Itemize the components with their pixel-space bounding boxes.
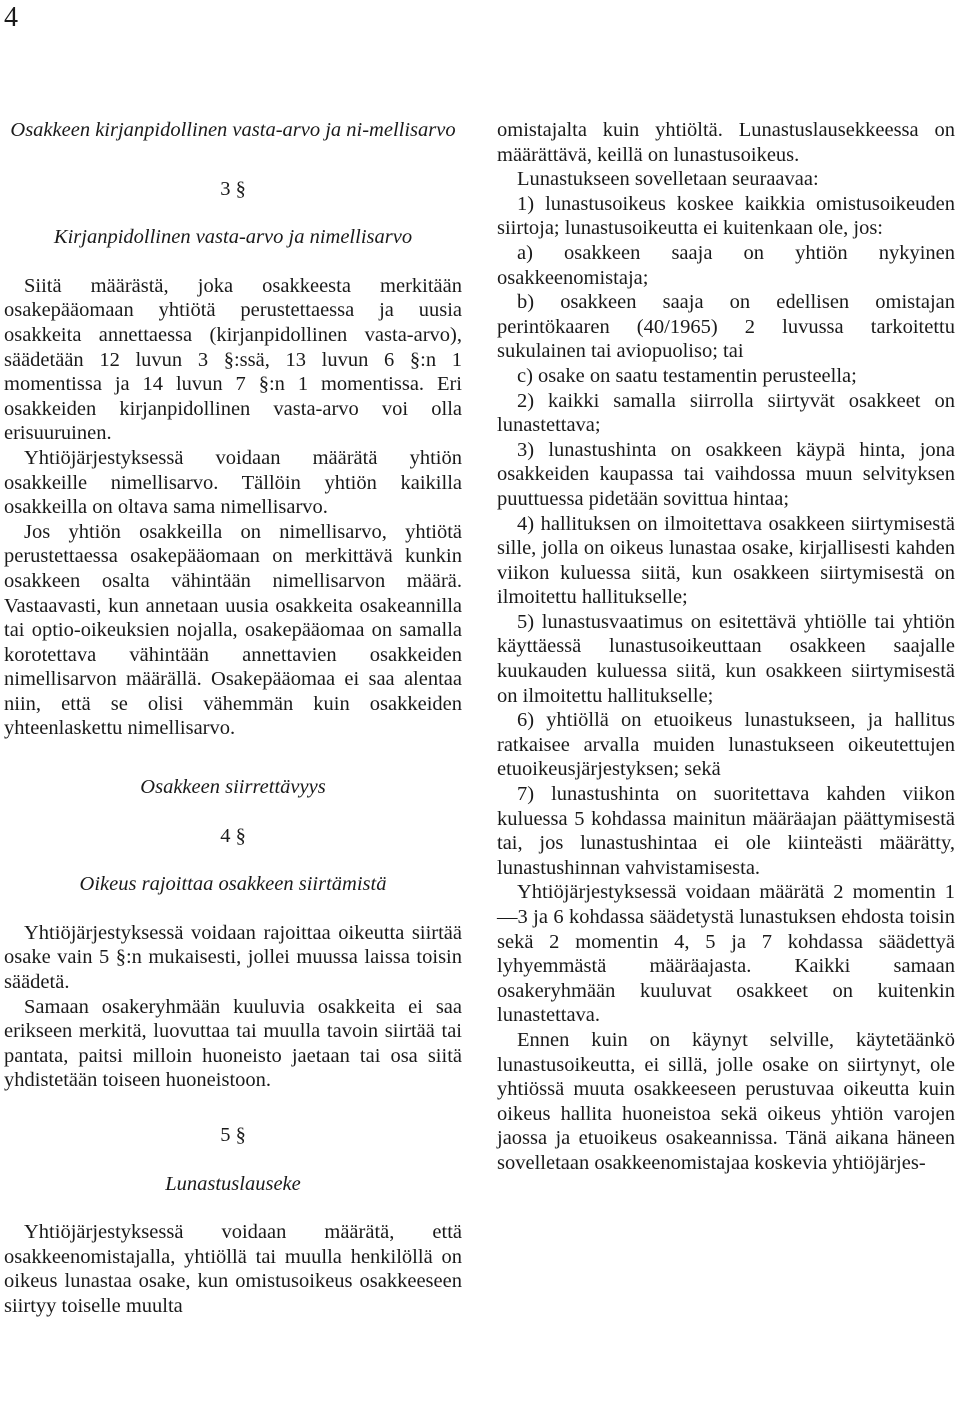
paragraph: Yhtiöjärjestyksessä voidaan rajoittaa oikeutta siirtää osake vain 5 §:n mukaisesti, jollei muussa laissa toisin säädetä. <box>4 921 462 994</box>
list-item: 2) kaikki samalla siirrolla siirtyvät osakkeet on lunastettava; <box>497 389 955 437</box>
paragraph: Siitä määrästä, joka osakkeesta merkitään osakepääomaan yhtiötä perustettaessa ja uusia osakkeita annettaessa (kirjanpidollinen vasta-arvo), säädetään 12 luvun 3 §:ssä, 13 luvun 6 §:n 1 momentissa ja 14 luvun 7 §:n 1 momentissa. Eri osakkeiden kirjanpidollinen vasta-arvo voi olla erisuuruinen. <box>4 274 462 445</box>
left-column <box>4 118 462 1319</box>
list-item: a) osakkeen saaja on yhtiön nykyinen osakkeenomistaja; <box>497 241 955 289</box>
section-5-number: 5 § <box>220 1124 246 1146</box>
list-item: 1) lunastusoikeus koskee kaikkia omistusoikeuden siirtoja; lunastusoikeutta ei kuitenkaan ole, jos: <box>497 192 955 240</box>
page-number: 4 <box>4 2 18 33</box>
subchapter-heading: Osakkeen siirrettävyys <box>140 776 326 799</box>
list-item: 6) yhtiöllä on etuoikeus lunastukseen, ja hallitus ratkaisee arvalla muiden lunastukseen oikeutettujen etuoikeusjärjestyksen; sekä <box>497 709 955 781</box>
list-item: b) osakkeen saaja on edellisen omistajan perintökaaren (40/1965) 2 luvussa tarkoitettu sukulainen tai aviopuoliso; tai <box>497 291 955 363</box>
right-column <box>497 118 955 1176</box>
paragraph: Lunastukseen sovelletaan seuraavaa: <box>517 168 819 191</box>
paragraph: Samaan osakeryhmään kuuluvia osakkeita ei saa erikseen merkitä, luovuttaa tai muulla tavoin siirtää tai pantata, paitsi milloin huoneisto jaetaan tai osa siitä yhdistetään toiseen huoneistoon. <box>4 995 462 1092</box>
section-3-title: Kirjanpidollinen vasta-arvo ja nimellisarvo <box>53 226 413 249</box>
list-item: 5) lunastusvaatimus on esitettävä yhtiölle tai yhtiön käyttäessä lunastusoikeuttaan osakkeen saajalle kuukauden kuluessa siitä, kun osakkeen siirtymisestä on ilmoitettu hallitukselle; <box>497 610 955 707</box>
list-item: 3) lunastushinta on osakkeen käypä hinta, jona osakkeiden kaupassa tai vaihdossa muun selvityksen puuttuessa pidetään sovittua hintaa; <box>497 438 955 510</box>
paragraph: Jos yhtiön osakkeilla on nimellisarvo, yhtiötä perustettaessa osakepääomaan on merkittävä kunkin osakkeen osalta vähintään nimellisarvon määrä. Vastaavasti, kun annetaan uusia osakkeita osakeannilla tai optio-oikeuksien nojalla, osakepääomaa on samalla korotettava vähintään annettavien osakkeiden nimellisarvon määrällä. Osakepääomaa ei saa alentaa niin, että se olisi vähemmän kuin osakkeiden yhteenlaskettu nimellisarvo. <box>4 520 462 740</box>
section-5-title: Lunastuslauseke <box>165 1172 301 1195</box>
paragraph: Yhtiöjärjestyksessä voidaan määrätä yhtiön osakkeille nimellisarvo. Tällöin yhtiön kaikilla osakkeilla on oltava sama nimellisarvo. <box>4 446 462 519</box>
section-4-title: Oikeus rajoittaa osakkeen siirtämistä <box>79 873 387 896</box>
chapter-heading: Osakkeen kirjanpidollinen vasta-arvo ja ni-mellisarvo <box>10 119 456 141</box>
list-item: 7) lunastushinta on suoritettava kahden viikon kuluessa 5 kohdassa mainitun määräajan päättymisestä tai, jos lunastushintaa ei ole kiinteästi määrätty, lunastushinnan vahvistamisesta. <box>497 783 955 879</box>
paragraph: omistajalta kuin yhtiöltä. Lunastuslausekkeessa on määrättävä, keillä on lunastusoikeus. <box>497 119 955 166</box>
paragraph: Yhtiöjärjestyksessä voidaan määrätä, että osakkeenomistajalla, yhtiöllä tai muulla henkilöllä on oikeus lunastaa osake, kun omistusoikeus osakkeeseen siirtyy toiselle muulta <box>4 1221 462 1317</box>
paragraph: Yhtiöjärjestyksessä voidaan määrätä 2 momentin 1—3 ja 6 kohdassa säädetystä lunastuksen ehdosta toisin sekä 2 momentin 4, 5 ja 7 kohdassa säädettyä lyhyemmästä määräajasta. Kaikki samaan osakeryhmään kuuluvat osakkeet on kuitenkin lunastettava. <box>497 881 955 1027</box>
section-3-number: 3 § <box>220 177 246 200</box>
list-item: 4) hallituksen on ilmoitettava osakkeen siirtymisestä sille, jolla on oikeus lunastaa osake, kirjallisesti kahden viikon kuluessa siitä, kun osakkeen siirtymisestä on ilmoitettu hallitukselle; <box>497 512 955 609</box>
section-4-number: 4 § <box>220 824 246 847</box>
list-item: c) osake on saatu testamentin perusteella; <box>517 364 857 387</box>
paragraph: Ennen kuin on käynyt selville, käytetäänkö lunastusoikeutta, ei sillä, jolle osake on siirtynyt, ole yhtiössä muuta osakkeeseen perustuvaa oikeutta kuin oikeus hallita huoneistoa sekä oikeus yhtiön varojen jaossa ja etuoikeus osakeannissa. Tänä aikana häneen sovelletaan osakkeenomistajaa koskevia yhtiöjärjes- <box>497 1028 955 1174</box>
